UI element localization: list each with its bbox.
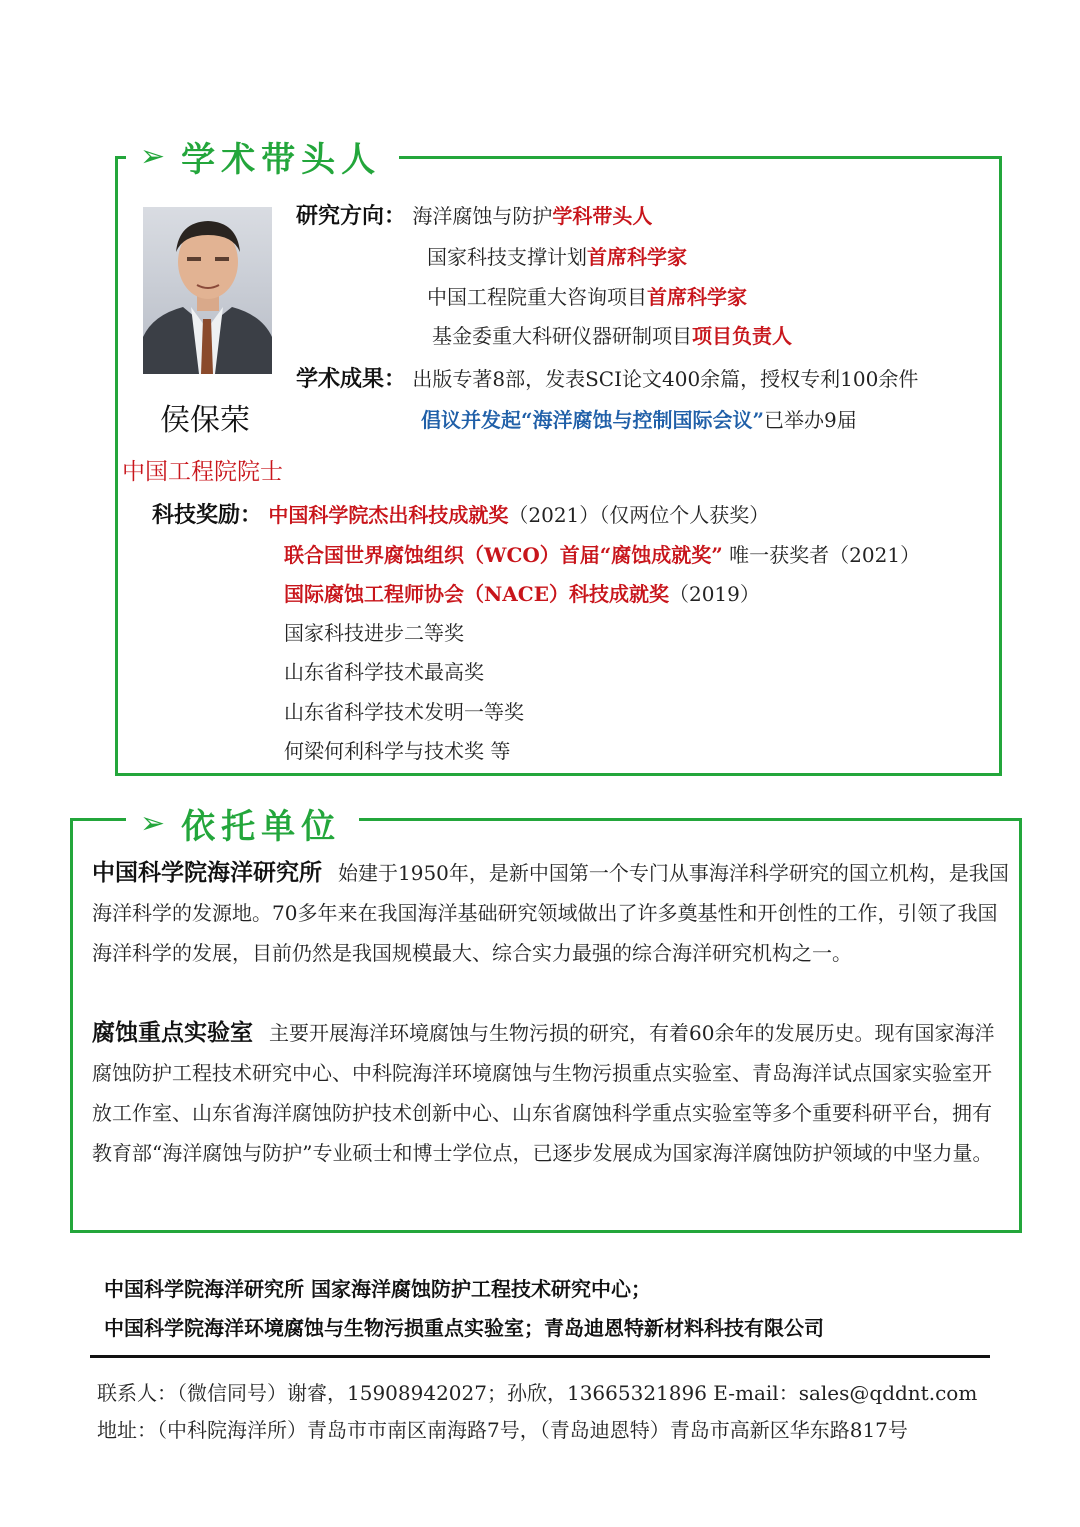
person-title: 中国工程院院士 [122,459,283,485]
award-text: 山东省科学技术最高奖 [284,660,484,684]
award-text: 山东省科学技术发明一等奖 [284,700,524,724]
research-row-1 [296,199,652,230]
awards-row-1 [152,498,769,529]
research-text: 国家科技支撑计划 [427,245,587,269]
awards-row-5 [284,656,484,685]
org-line-1: 中国科学院海洋研究所 国家海洋腐蚀防护工程技术研究中心； [104,1277,651,1301]
awards-row-4 [284,617,464,646]
achievement-label: 学术成果： [296,367,407,392]
institute-description: 始建于1950年，是新中国第一个专门从事海洋科学研究的国立机构，是我国海洋科学的发源地。70多年来在我国海洋基础研究领域做出了许多奠基性和开创性的工作，引领了我国海洋科学的发展，目前仍然是我国规模最大、综合实力最强的综合海洋研究机构之一。 [92,861,1009,965]
research-label: 研究方向： [296,204,407,229]
academic-leader-heading [126,131,399,181]
section-title: 依托单位 [181,806,342,847]
achievement-highlight: 倡议并发起“海洋腐蚀与控制国际会议” [421,408,765,432]
arrow-icon: ➢ [140,138,166,174]
award-highlight: 联合国世界腐蚀组织（WCO）首届“腐蚀成就奖” [284,543,723,567]
institute-paragraph [92,853,1010,973]
award-text: 国家科技进步二等奖 [284,621,464,645]
research-highlight: 学科带头人 [552,204,653,228]
award-highlight: 国际腐蚀工程师协会（NACE）科技成就奖 [284,582,669,606]
contact-line: 联系人：（微信同号）谢睿，15908942027；孙欣，13665321896 E-mail：sales@qddnt.com [97,1381,978,1405]
award-text: 何梁何利科学与技术奖 等 [284,739,511,763]
footer-divider [90,1355,990,1358]
arrow-icon: ➢ [140,805,166,841]
awards-row-6 [284,696,524,725]
institute-name: 中国科学院海洋研究所 [92,860,322,886]
research-text: 海洋腐蚀与防护 [412,204,553,228]
awards-row-7 [284,735,510,764]
award-text: （2021）（仅两位个人获奖） [508,503,770,527]
award-highlight: 中国科学院杰出科技成就奖 [268,503,509,527]
achievement-row-2 [421,404,857,433]
research-text: 中国工程院重大咨询项目 [427,285,647,309]
portrait-illustration [143,207,272,374]
award-text: （2019） [668,582,760,606]
portrait-photo [143,207,272,374]
address-line: 地址：（中科院海洋所）青岛市市南区南海路7号，（青岛迪恩特）青岛市高新区华东路817号 [97,1418,908,1442]
host-institution-heading [126,798,359,848]
research-row-2 [427,241,687,270]
achievement-text: 已举办9届 [764,408,857,432]
achievement-row-1 [296,362,918,393]
awards-label: 科技奖励： [152,503,263,528]
research-row-4 [432,320,792,349]
achievement-text: 出版专著8部，发表SCI论文400余篇，授权专利100余件 [412,367,919,391]
lab-name: 腐蚀重点实验室 [92,1020,253,1046]
research-highlight: 首席科学家 [587,245,687,269]
research-text: 基金委重大科研仪器研制项目 [432,324,692,348]
research-highlight: 首席科学家 [647,285,747,309]
org-line-2: 中国科学院海洋环境腐蚀与生物污损重点实验室；青岛迪恩特新材料科技有限公司 [104,1316,824,1340]
person-name: 侯保荣 [160,403,250,438]
section-title: 学术带头人 [181,139,382,180]
award-text: 唯一获奖者（2021） [722,543,921,567]
research-highlight: 项目负责人 [692,324,792,348]
lab-paragraph [92,1013,1010,1173]
awards-row-2 [284,539,920,568]
lab-description: 主要开展海洋环境腐蚀与生物污损的研究，有着60余年的发展历史。现有国家海洋腐蚀防护工程技术研究中心、中科院海洋环境腐蚀与生物污损重点实验室、青岛海洋试点国家实验室开放工作室、山东省海洋腐蚀防护技术创新中心、山东省腐蚀科学重点实验室等多个重要科研平台，拥有教育部“海洋腐蚀与防护”专业硕士和博士学位点，已逐步发展成为国家海洋腐蚀防护领域的中坚力量。 [92,1021,995,1165]
research-row-3 [427,281,747,310]
awards-row-3 [284,578,760,607]
